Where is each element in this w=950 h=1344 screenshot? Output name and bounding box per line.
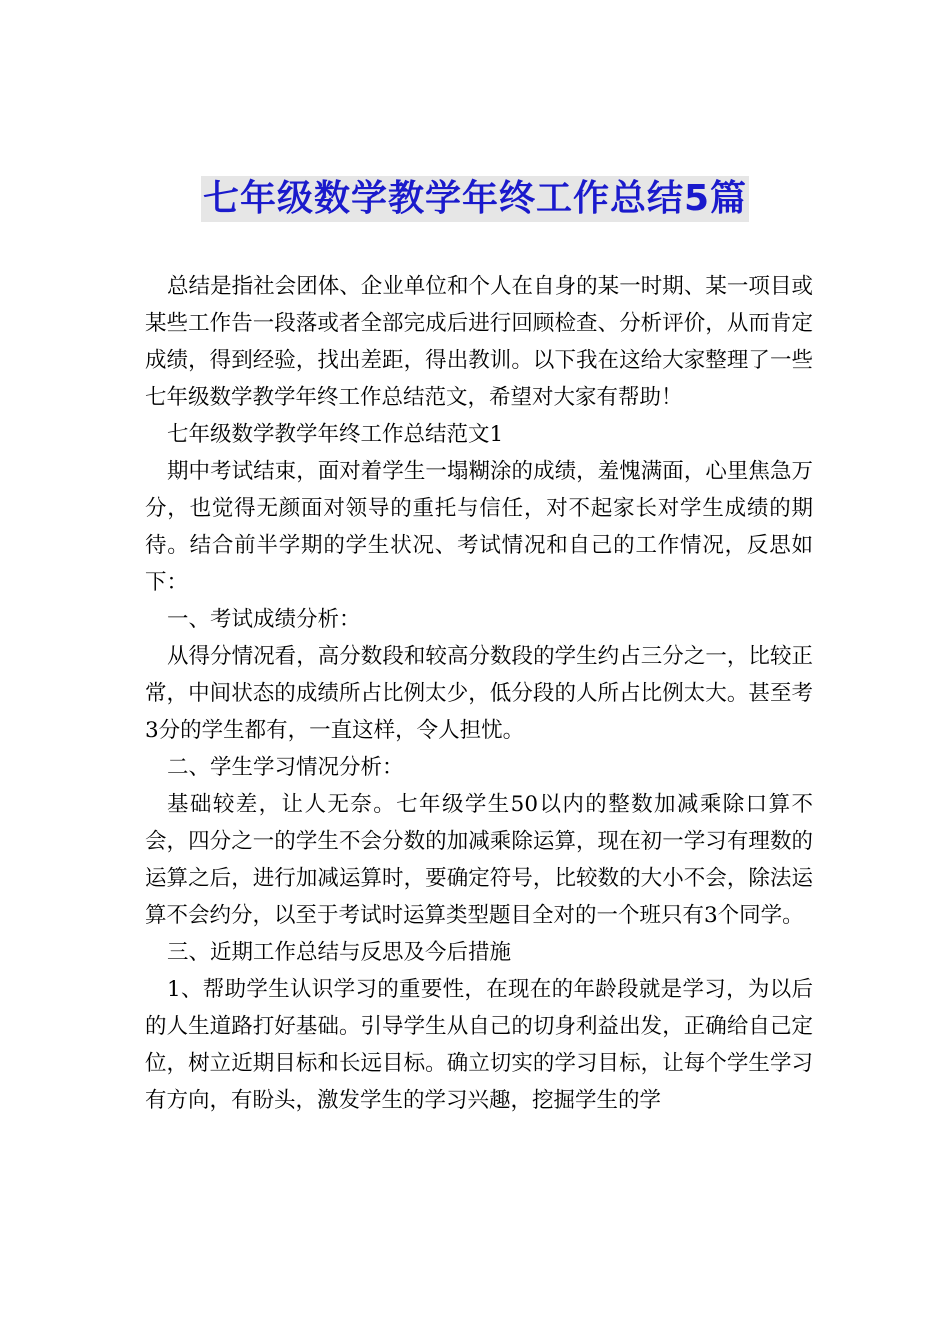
paragraph-intro: 总结是指社会团体、企业单位和个人在自身的某一时期、某一项目或某些工作告一段落或者全部完成后进行回顾检查、分析评价，从而肯定成绩，得到经验，找出差距，得出教训。以下我在这给大家整理了一些七年级数学教学年终工作总结范文，希望对大家有帮助！ (145, 274, 813, 410)
paragraph-heading-1: 一、考试成绩分析： (167, 607, 361, 632)
paragraph-reflection: 期中考试结束，面对着学生一塌糊涂的成绩，羞愧满面，心里焦急万分，也觉得无颜面对领导的重托与信任，对不起家长对学生成绩的期待。结合前半学期的学生状况、考试情况和自己的工作情况，反思如下： (145, 459, 813, 595)
paragraph-heading-2: 二、学生学习情况分析： (167, 755, 404, 780)
paragraph-score-analysis: 从得分情况看，高分数段和较高分数段的学生约占三分之一，比较正常，中间状态的成绩所占比例太少，低分段的人所占比例太大。甚至考3分的学生都有，一直这样，令人担忧。 (145, 644, 813, 743)
document-title: 七年级数学教学年终工作总结5篇 (201, 176, 749, 222)
paragraph-measure-1: 1、帮助学生认识学习的重要性，在现在的年龄段就是学习，为以后的人生道路打好基础。引导学生从自己的切身利益出发，正确给自己定位，树立近期目标和长远目标。确立切实的学习目标，让每个学生学习有方向，有盼头，激发学生的学习兴趣，挖掘学生的学 (145, 977, 813, 1113)
paragraph-section-heading: 七年级数学教学年终工作总结范文1 (167, 422, 504, 447)
paragraph-heading-3: 三、近期工作总结与反思及今后措施 (167, 940, 512, 965)
document-body (145, 268, 813, 1119)
title-container (0, 176, 950, 222)
paragraph-student-analysis: 基础较差，让人无奈。七年级学生50以内的整数加减乘除口算不会，四分之一的学生不会分数的加减乘除运算，现在初一学习有理数的运算之后，进行加减运算时，要确定符号，比较数的大小不会，除法运算不会约分，以至于考试时运算类型题目全对的一个班只有3个同学。 (145, 792, 813, 928)
